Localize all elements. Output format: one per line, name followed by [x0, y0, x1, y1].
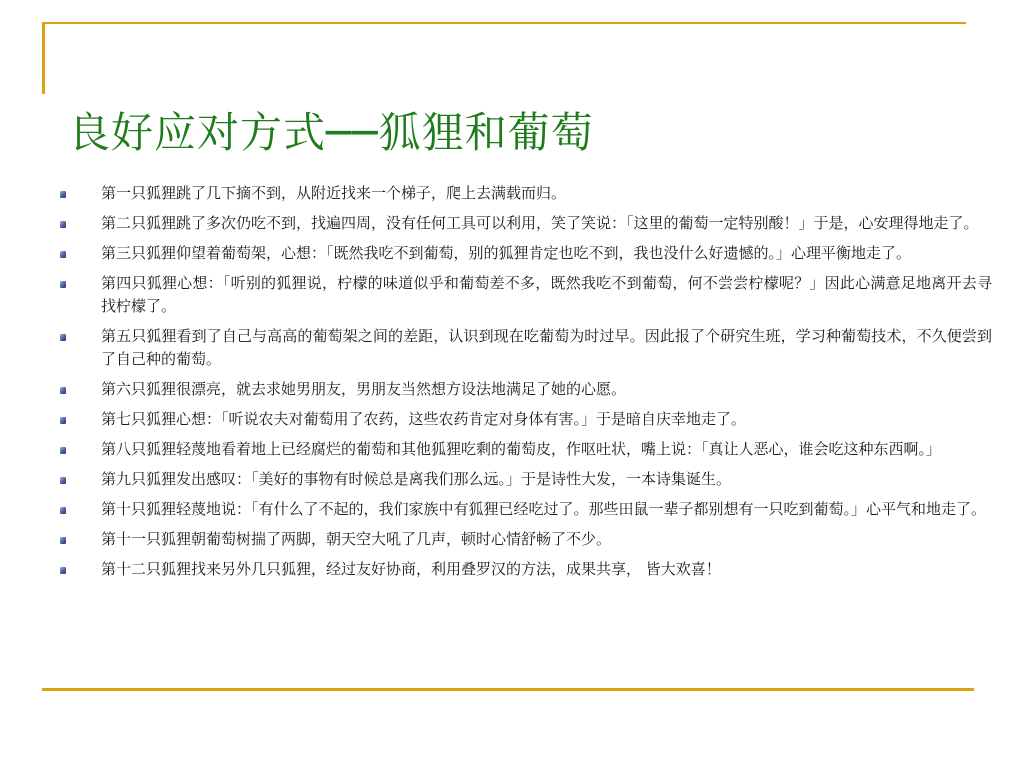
list-item — [58, 212, 992, 235]
square-bullet-icon — [60, 281, 66, 288]
list-item — [58, 468, 992, 491]
square-bullet-icon — [60, 387, 66, 394]
list-item — [58, 272, 992, 318]
slide-title: 良好应对方式──狐狸和葡萄 — [68, 108, 594, 157]
list-item-text: 第二只狐狸跳了多次仍吃不到，找遍四周，没有任何工具可以利用，笑了笑说：「这里的葡萄一定特别酸！」于是，心安理得地走了。 — [101, 214, 979, 232]
square-bullet-icon — [60, 567, 66, 574]
list-item-text: 第十一只狐狸朝葡萄树揣了两脚，朝天空大吼了几声，顿时心情舒畅了不少。 — [101, 530, 612, 548]
list-item-text: 第五只狐狸看到了自己与高高的葡萄架之间的差距，认识到现在吃葡萄为时过早。因此报了个研究生班，学习种葡萄技术，不久便尝到了自己种的葡萄。 — [101, 327, 992, 368]
list-item-text: 第一只狐狸跳了几下摘不到，从附近找来一个梯子，爬上去满载而归。 — [101, 184, 567, 202]
frame-top-line — [42, 22, 966, 24]
fox-story-list — [58, 182, 992, 588]
square-bullet-icon — [60, 334, 66, 341]
list-item-text: 第十只狐狸轻蔑地说：「有什么了不起的，我们家族中有狐狸已经吃过了。那些田鼠一辈子都别想有一只吃到葡萄。」心平气和地走了。 — [101, 500, 987, 518]
list-item-text: 第三只狐狸仰望着葡萄架，心想：「既然我吃不到葡萄，别的狐狸肯定也吃不到，我也没什么好遗憾的。」心理平衡地走了。 — [101, 244, 912, 262]
frame-bottom-line — [42, 688, 974, 691]
list-item-text: 第九只狐狸发出感叹：「美好的事物有时候总是离我们那么远。」于是诗性大发，一本诗集诞生。 — [101, 470, 732, 488]
frame-vertical-line — [42, 22, 45, 94]
square-bullet-icon — [60, 447, 66, 454]
list-item — [58, 378, 992, 401]
list-item-text: 第七只狐狸心想：「听说农夫对葡萄用了农药，这些农药肯定对身体有害。」于是暗自庆幸地走了。 — [101, 410, 747, 428]
list-item — [58, 528, 992, 551]
square-bullet-icon — [60, 221, 66, 228]
list-item-text: 第十二只狐狸找来另外几只狐狸，经过友好协商，利用叠罗汉的方法，成果共享， 皆大欢喜！ — [101, 560, 721, 578]
square-bullet-icon — [60, 507, 66, 514]
list-item — [58, 325, 992, 371]
list-item — [58, 558, 992, 581]
square-bullet-icon — [60, 537, 66, 544]
list-item — [58, 438, 992, 461]
list-item — [58, 408, 992, 431]
square-bullet-icon — [60, 191, 66, 198]
list-item — [58, 182, 992, 205]
list-item-text: 第八只狐狸轻蔑地看着地上已经腐烂的葡萄和其他狐狸吃剩的葡萄皮，作呕吐状，嘴上说：「真让人恶心，谁会吃这种东西啊。」 — [101, 440, 942, 458]
square-bullet-icon — [60, 251, 66, 258]
list-item-text: 第六只狐狸很漂亮，就去求她男朋友，男朋友当然想方设法地满足了她的心愿。 — [101, 380, 627, 398]
square-bullet-icon — [60, 477, 66, 484]
list-item-text: 第四只狐狸心想：「听别的狐狸说，柠檬的味道似乎和葡萄差不多，既然我吃不到葡萄，何不尝尝柠檬呢？」因此心满意足地离开去寻找柠檬了。 — [101, 274, 992, 315]
list-item — [58, 242, 992, 265]
square-bullet-icon — [60, 417, 66, 424]
list-item — [58, 498, 992, 521]
